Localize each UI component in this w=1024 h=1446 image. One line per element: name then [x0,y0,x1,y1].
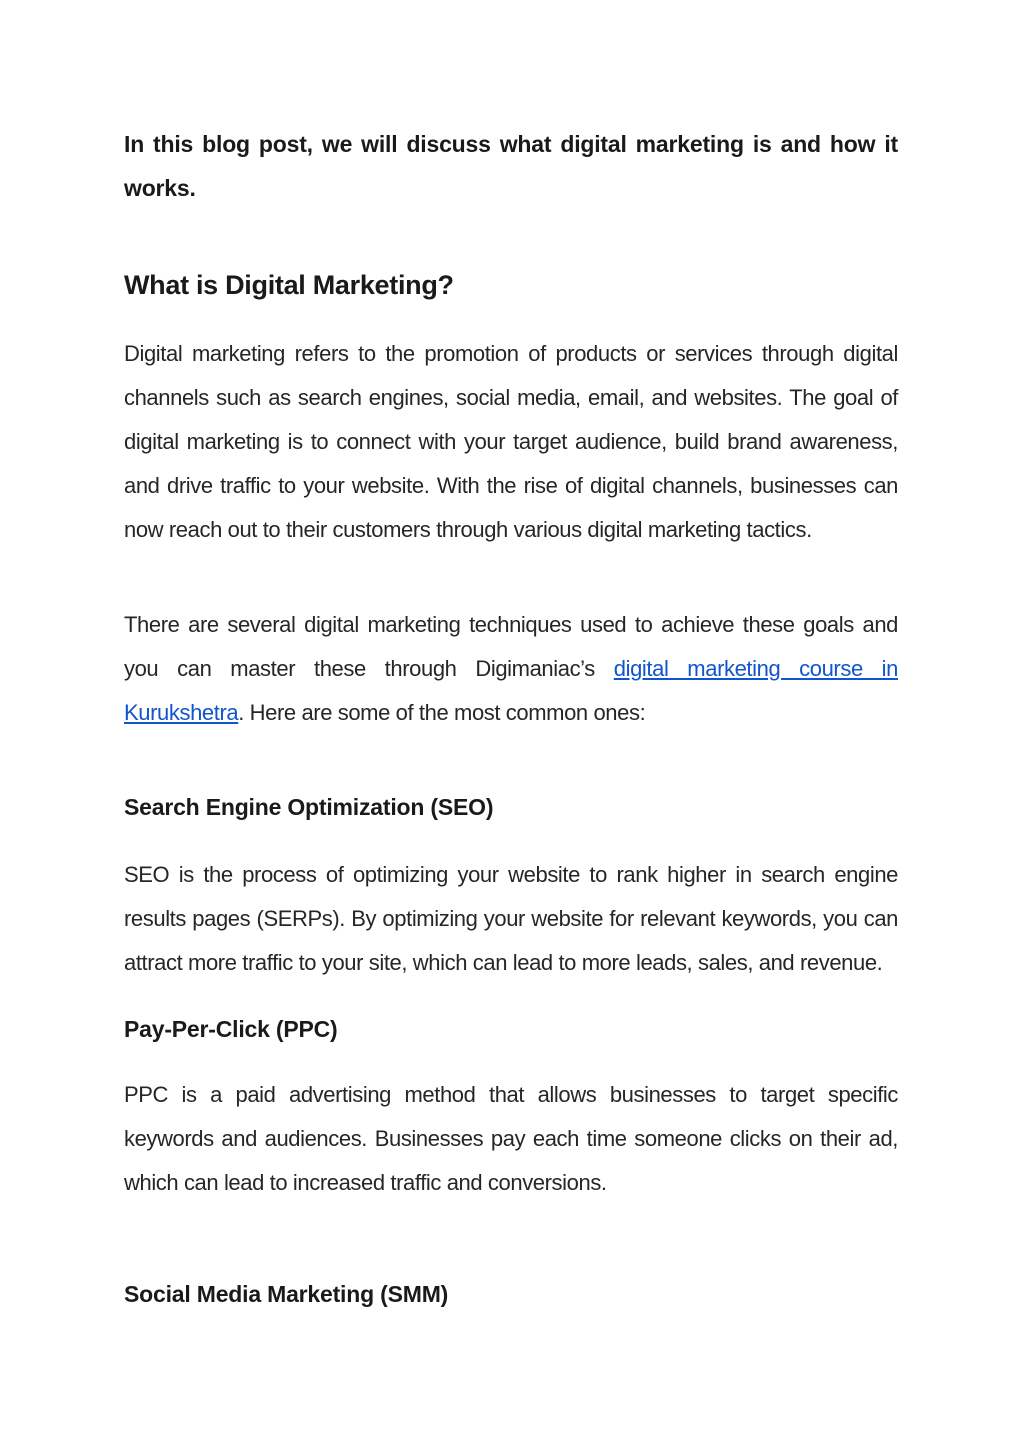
paragraph-techniques [124,603,898,735]
heading-smm: Social Media Marketing (SMM) [124,1281,449,1307]
heading-what-is-digital-marketing: What is Digital Marketing? [124,270,454,300]
paragraph-ppc: PPC is a paid advertising method that allows businesses to target specific keywords and audiences. Businesses pay each time someone clicks on their ad, which can lead to increased traffic and conversions. [124,1082,898,1195]
course-link[interactable]: digital marketing course in Kurukshetra [124,656,898,725]
heading-seo: Search Engine Optimization (SEO) [124,794,494,820]
paragraph-digital-marketing-definition: Digital marketing refers to the promotion of products or services through digital channels such as search engines, social media, email, and websites. The goal of digital marketing is to connect with your target audience, build brand awareness, and drive traffic to your website. With the rise of digital channels, businesses can now reach out to their customers through various digital marketing tactics. [124,341,898,542]
techniques-text-after: . Here are some of the most common ones: [238,700,646,725]
techniques-text-before: There are several digital marketing techniques used to achieve these goals and you can master these through Digimaniac’s [124,612,898,681]
intro-paragraph: In this blog post, we will discuss what digital marketing is and how it works. [124,131,898,201]
heading-ppc: Pay-Per-Click (PPC) [124,1016,338,1042]
paragraph-seo: SEO is the process of optimizing your website to rank higher in search engine results pages (SERPs). By optimizing your website for relevant keywords, you can attract more traffic to your site, which can lead to more leads, sales, and revenue. [124,862,898,975]
